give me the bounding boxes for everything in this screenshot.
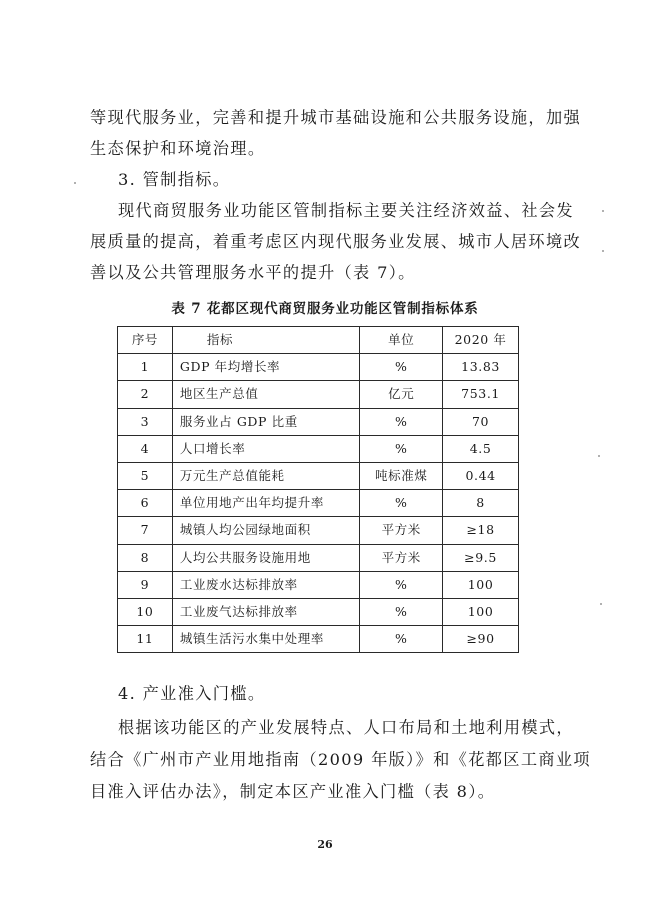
cell-unit: % (360, 354, 443, 381)
cell-value: 753.1 (443, 381, 519, 408)
scan-speck (602, 250, 604, 252)
paragraph-line: 善以及公共管理服务水平的提升（表 7）。 (90, 263, 416, 282)
cell-value: 70 (443, 408, 519, 435)
cell-indicator: 万元生产总值能耗 (172, 462, 360, 489)
table-caption: 表 7 花都区现代商贸服务业功能区管制指标体系 (171, 301, 479, 317)
table-header-row (118, 327, 519, 354)
scan-speck (602, 210, 604, 212)
scan-speck (74, 182, 76, 184)
section-heading-3: 3. 管制指标。 (118, 170, 231, 189)
cell-indicator: 单位用地产出年均提升率 (172, 490, 360, 517)
paragraph-line: 根据该功能区的产业发展特点、人口布局和土地利用模式， (118, 718, 574, 737)
cell-indicator: 人均公共服务设施用地 (172, 544, 360, 571)
cell-indicator: GDP 年均增长率 (172, 354, 360, 381)
cell-indicator: 城镇人均公园绿地面积 (172, 517, 360, 544)
cell-no: 1 (118, 354, 173, 381)
paragraph-line: 结合《广州市产业用地指南（2009 年版）》和《花都区工商业项 (90, 750, 591, 769)
cell-unit: 吨标准煤 (360, 462, 443, 489)
table-row (118, 490, 519, 517)
cell-unit: % (360, 626, 443, 653)
cell-unit: % (360, 598, 443, 625)
table-row (118, 381, 519, 408)
page-number: 26 (317, 838, 333, 851)
cell-indicator: 服务业占 GDP 比重 (172, 408, 360, 435)
cell-unit: 平方米 (360, 517, 443, 544)
indicator-table (117, 326, 519, 653)
cell-no: 3 (118, 408, 173, 435)
cell-indicator: 人口增长率 (172, 435, 360, 462)
table-row (118, 598, 519, 625)
cell-no: 2 (118, 381, 173, 408)
header-cell-2020: 2020 年 (443, 327, 519, 354)
cell-indicator: 工业废气达标排放率 (172, 598, 360, 625)
cell-no: 8 (118, 544, 173, 571)
cell-indicator: 城镇生活污水集中处理率 (172, 626, 360, 653)
header-cell-unit: 单位 (360, 327, 443, 354)
cell-value: 100 (443, 571, 519, 598)
cell-unit: % (360, 571, 443, 598)
cell-no: 10 (118, 598, 173, 625)
scan-speck (600, 603, 602, 605)
section-heading-4: 4. 产业准入门槛。 (118, 684, 266, 703)
cell-value: ≥18 (443, 517, 519, 544)
scan-speck (598, 455, 600, 457)
cell-value: 13.83 (443, 354, 519, 381)
cell-no: 5 (118, 462, 173, 489)
cell-value: ≥90 (443, 626, 519, 653)
cell-value: 8 (443, 490, 519, 517)
cell-unit: % (360, 490, 443, 517)
cell-unit: 亿元 (360, 381, 443, 408)
cell-indicator: 工业废水达标排放率 (172, 571, 360, 598)
paragraph-line: 现代商贸服务业功能区管制指标主要关注经济效益、社会发 (118, 201, 574, 220)
cell-no: 11 (118, 626, 173, 653)
header-cell-no: 序号 (118, 327, 173, 354)
table-row (118, 354, 519, 381)
table-row (118, 517, 519, 544)
cell-value: 100 (443, 598, 519, 625)
table-row (118, 571, 519, 598)
table-row (118, 626, 519, 653)
cell-value: 4.5 (443, 435, 519, 462)
paragraph-line: 目准入评估办法》，制定本区产业准入门槛（表 8）。 (90, 782, 496, 801)
cell-no: 7 (118, 517, 173, 544)
cell-no: 6 (118, 490, 173, 517)
cell-no: 9 (118, 571, 173, 598)
table-row (118, 408, 519, 435)
cell-no: 4 (118, 435, 173, 462)
cell-unit: 平方米 (360, 544, 443, 571)
cell-value: ≥9.5 (443, 544, 519, 571)
cell-indicator: 地区生产总值 (172, 381, 360, 408)
header-cell-indicator: 指标 (172, 327, 360, 354)
table-row (118, 462, 519, 489)
paragraph-line: 生态保护和环境治理。 (90, 139, 266, 158)
cell-unit: % (360, 435, 443, 462)
paragraph-line: 等现代服务业，完善和提升城市基础设施和公共服务设施，加强 (90, 108, 582, 127)
cell-value: 0.44 (443, 462, 519, 489)
cell-unit: % (360, 408, 443, 435)
table-row (118, 544, 519, 571)
paragraph-line: 展质量的提高，着重考虑区内现代服务业发展、城市人居环境改 (90, 232, 582, 251)
table-row (118, 435, 519, 462)
